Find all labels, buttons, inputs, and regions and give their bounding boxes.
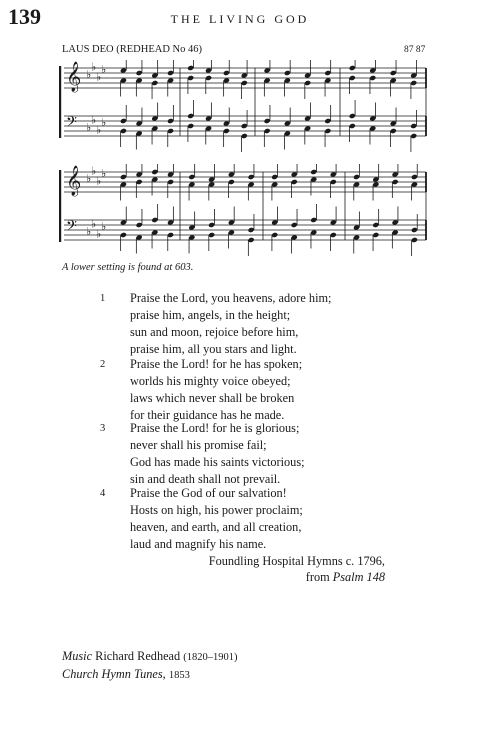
verse-number: 1 bbox=[100, 293, 106, 304]
music-system-2 bbox=[0, 164, 480, 266]
flat-sign: ♭ bbox=[86, 225, 92, 238]
attribution-source: Psalm 148 bbox=[332, 570, 385, 584]
verse-line: laud and magnify his name. bbox=[130, 537, 267, 551]
flat-sign: ♭ bbox=[96, 70, 102, 84]
verse-line: Praise the Lord! for he is glorious; bbox=[130, 421, 300, 435]
verse-line: Hosts on high, his power proclaim; bbox=[130, 503, 303, 517]
source-year: 1853 bbox=[168, 670, 190, 681]
verse-line: sin and death shall not prevail. bbox=[130, 472, 281, 486]
flat-sign: ♭ bbox=[91, 164, 97, 178]
music-credit bbox=[62, 648, 238, 684]
verse-line: worlds his mighty voice obeyed; bbox=[130, 374, 291, 388]
composer-dates: (1820–1901) bbox=[183, 652, 238, 663]
verse-line: never shall his promise fail; bbox=[130, 438, 267, 452]
flat-sign: ♭ bbox=[96, 123, 102, 137]
verse-line: laws which never shall be broken bbox=[130, 391, 295, 405]
tune-name: LAUS DEO (REDHEAD No 46) bbox=[62, 44, 202, 55]
flat-sign: ♭ bbox=[101, 220, 107, 233]
flat-sign: ♭ bbox=[101, 116, 107, 129]
verse-line: praise him, all you stars and light. bbox=[130, 342, 297, 356]
flat-sign: ♭ bbox=[91, 113, 97, 127]
hymn-number: 139 bbox=[8, 4, 41, 29]
meter: 87 87 bbox=[404, 45, 426, 55]
attribution-prefix: from bbox=[305, 570, 333, 584]
source-line bbox=[62, 666, 238, 684]
flat-sign: ♭ bbox=[86, 121, 92, 134]
bass-clef: 𝄢 bbox=[66, 218, 77, 238]
verse-number: 3 bbox=[100, 423, 106, 434]
treble-clef: 𝄞 bbox=[66, 62, 82, 92]
flat-sign: ♭ bbox=[91, 60, 97, 74]
section-title: THE LIVING GOD bbox=[170, 12, 310, 26]
verse-line: Praise the Lord! for he has spoken; bbox=[130, 357, 303, 371]
attribution-line-2 bbox=[0, 569, 385, 585]
bass-clef: 𝄢 bbox=[66, 114, 77, 134]
flat-sign: ♭ bbox=[96, 174, 102, 188]
composer-name: Richard Redhead bbox=[95, 649, 181, 663]
flat-sign: ♭ bbox=[101, 63, 107, 76]
music-label: Music bbox=[62, 649, 93, 663]
lower-setting-note: A lower setting is found at 603. bbox=[62, 262, 194, 273]
verse-line: praise him, angels, in the height; bbox=[130, 308, 291, 322]
verse-number: 2 bbox=[100, 359, 106, 370]
attribution-line-1: Foundling Hospital Hymns c. 1796, bbox=[208, 554, 385, 568]
verse-line: sun and moon, rejoice before him, bbox=[130, 325, 299, 339]
music-system-1 bbox=[0, 60, 480, 162]
treble-clef: 𝄞 bbox=[66, 166, 82, 196]
flat-sign: ♭ bbox=[86, 172, 92, 185]
brace-bracket bbox=[59, 170, 61, 242]
verse-line: heaven, and earth, and all creation, bbox=[130, 520, 302, 534]
composer-line bbox=[62, 648, 238, 666]
verse-line: God has made his saints victorious; bbox=[130, 455, 305, 469]
verse-line: for their guidance has he made. bbox=[130, 408, 285, 422]
text-attribution bbox=[0, 553, 385, 585]
verse-number: 4 bbox=[100, 488, 106, 499]
source-title: Church Hymn Tunes, bbox=[62, 667, 166, 681]
flat-sign: ♭ bbox=[86, 68, 92, 81]
brace-bracket bbox=[59, 66, 61, 138]
verse-line: Praise the Lord, you heavens, adore him; bbox=[130, 291, 332, 305]
flat-sign: ♭ bbox=[96, 227, 102, 241]
flat-sign: ♭ bbox=[91, 217, 97, 231]
verse-line: Praise the God of our salvation! bbox=[130, 486, 287, 500]
flat-sign: ♭ bbox=[101, 167, 107, 180]
